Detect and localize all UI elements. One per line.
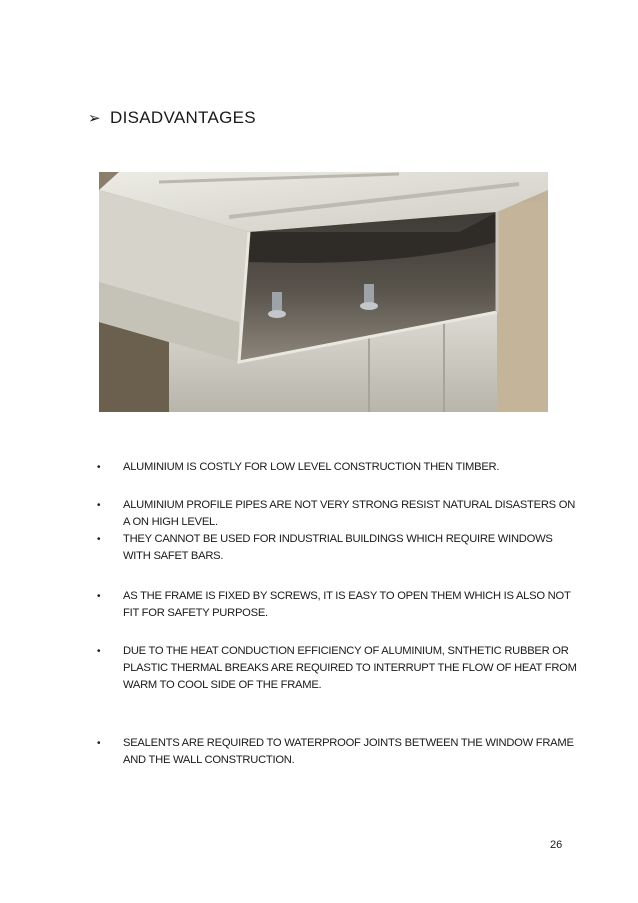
list-item-text: THEY CANNOT BE USED FOR INDUSTRIAL BUILDINGS WHICH REQUIRE WINDOWS WITH SAFET BARS.: [123, 533, 553, 562]
aluminium-frame-photo: [99, 172, 548, 412]
list-item-text: SEALENTS ARE REQUIRED TO WATERPROOF JOINTS BETWEEN THE WINDOW FRAME AND THE WALL CONSTRUCTION.: [123, 737, 574, 766]
bullet-icon: •: [97, 591, 101, 602]
bullet-icon: •: [97, 646, 101, 657]
list-item: [95, 588, 583, 622]
bullet-icon: •: [97, 500, 101, 511]
list-item: [95, 531, 583, 565]
list-item: [95, 459, 583, 476]
bullet-icon: •: [97, 738, 101, 749]
list-item: [95, 643, 583, 694]
page-number: 26: [550, 839, 563, 851]
list-item: [95, 497, 583, 531]
list-item: [95, 735, 583, 769]
bullet-icon: •: [97, 534, 101, 545]
list-item-text: ALUMINIUM PROFILE PIPES ARE NOT VERY STRONG RESIST NATURAL DISASTERS ON A ON HIGH LEVEL.: [123, 499, 576, 528]
list-item-text: AS THE FRAME IS FIXED BY SCREWS, IT IS EASY TO OPEN THEM WHICH IS ALSO NOT FIT FOR SAFETY PURPOSE.: [123, 590, 571, 619]
list-item-text: DUE TO THE HEAT CONDUCTION EFFICIENCY OF ALUMINIUM, SNTHETIC RUBBER OR PLASTIC THERMAL BREAKS ARE REQUIRED TO INTERRUPT THE FLOW OF HEAT FROM WARM TO COOL SIDE OF THE FRAME.: [123, 645, 577, 691]
section-heading-text: DISADVANTAGES: [110, 108, 256, 127]
arrow-bullet-icon: ➢: [88, 110, 101, 127]
bullet-icon: •: [97, 462, 101, 473]
list-item-text: ALUMINIUM IS COSTLY FOR LOW LEVEL CONSTRUCTION THEN TIMBER.: [123, 461, 500, 473]
section-heading: [88, 108, 256, 128]
